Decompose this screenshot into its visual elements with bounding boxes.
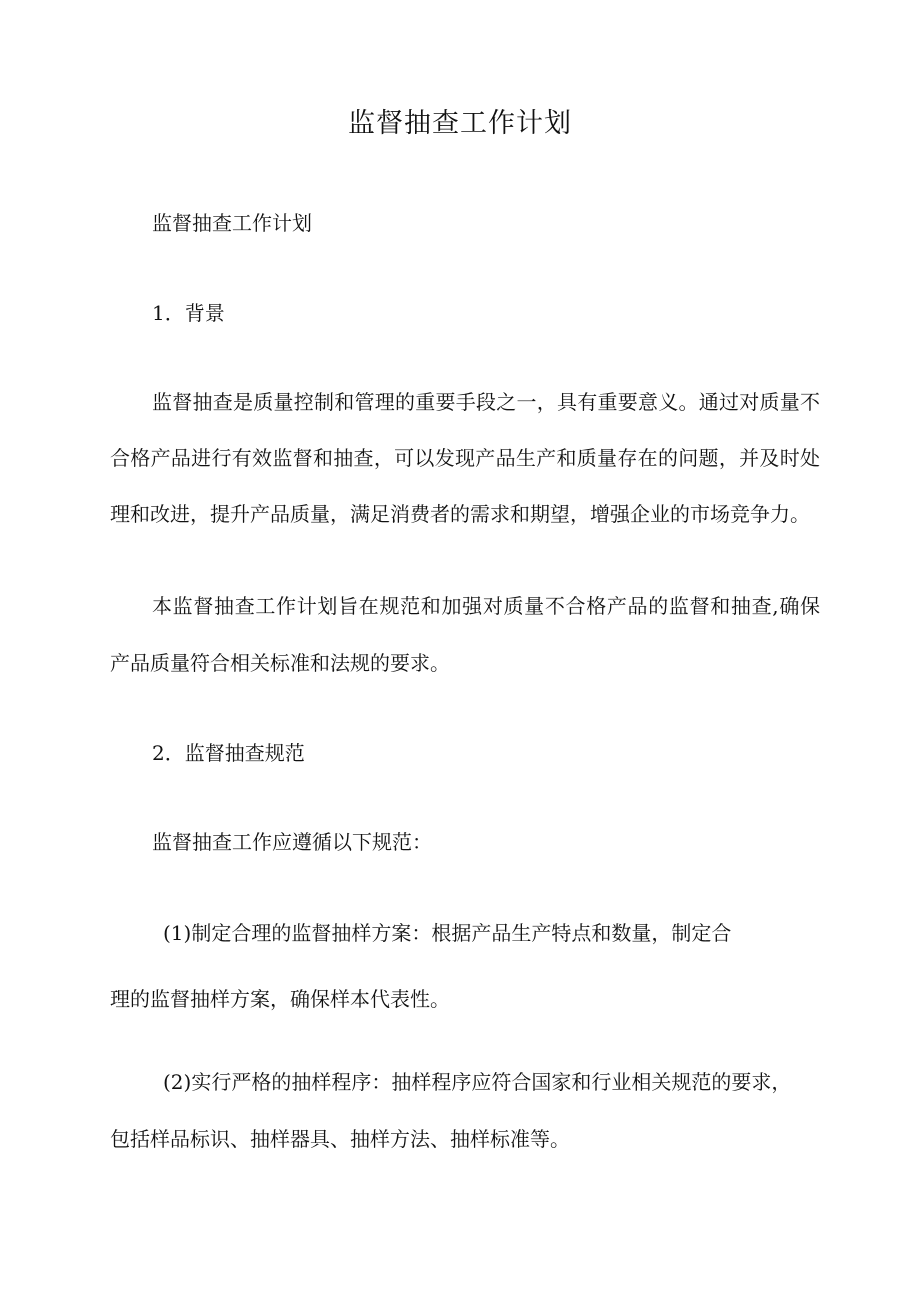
document-title: 监督抽查工作计划	[348, 108, 572, 139]
section-2-intro: 监督抽查工作应遵循以下规范：	[152, 830, 432, 854]
section-1-heading: 1．背景	[152, 301, 225, 325]
section-1-paragraph-1-line-1: 监督抽查是质量控制和管理的重要手段之一，具有重要意义。通过对质量不	[152, 390, 820, 414]
section-1-paragraph-1-line-2: 合格产品进行有效监督和抽查，可以发现产品生产和质量存在的问题，并及时处	[110, 446, 820, 470]
section-1-paragraph-2-line-1: 本监督抽查工作计划旨在规范和加强对质量不合格产品的监督和抽查,确保	[152, 594, 820, 618]
section-2-heading: 2．监督抽查规范	[152, 741, 305, 765]
list-item-2-line-2: 包括样品标识、抽样器具、抽样方法、抽样标准等。	[110, 1127, 570, 1151]
list-item-2-line-1: (2)实行严格的抽样程序：抽样程序应符合国家和行业相关规范的要求，	[163, 1070, 792, 1094]
list-item-1-line-2: 理的监督抽样方案，确保样本代表性。	[110, 987, 450, 1011]
section-1-paragraph-1-line-3: 理和改进，提升产品质量，满足消费者的需求和期望，增强企业的市场竞争力。	[110, 502, 810, 526]
section-1-paragraph-2-line-2: 产品质量符合相关标准和法规的要求。	[110, 651, 450, 675]
document-subtitle: 监督抽查工作计划	[152, 211, 312, 235]
list-item-1-line-1: (1)制定合理的监督抽样方案：根据产品生产特点和数量，制定合	[163, 921, 732, 945]
